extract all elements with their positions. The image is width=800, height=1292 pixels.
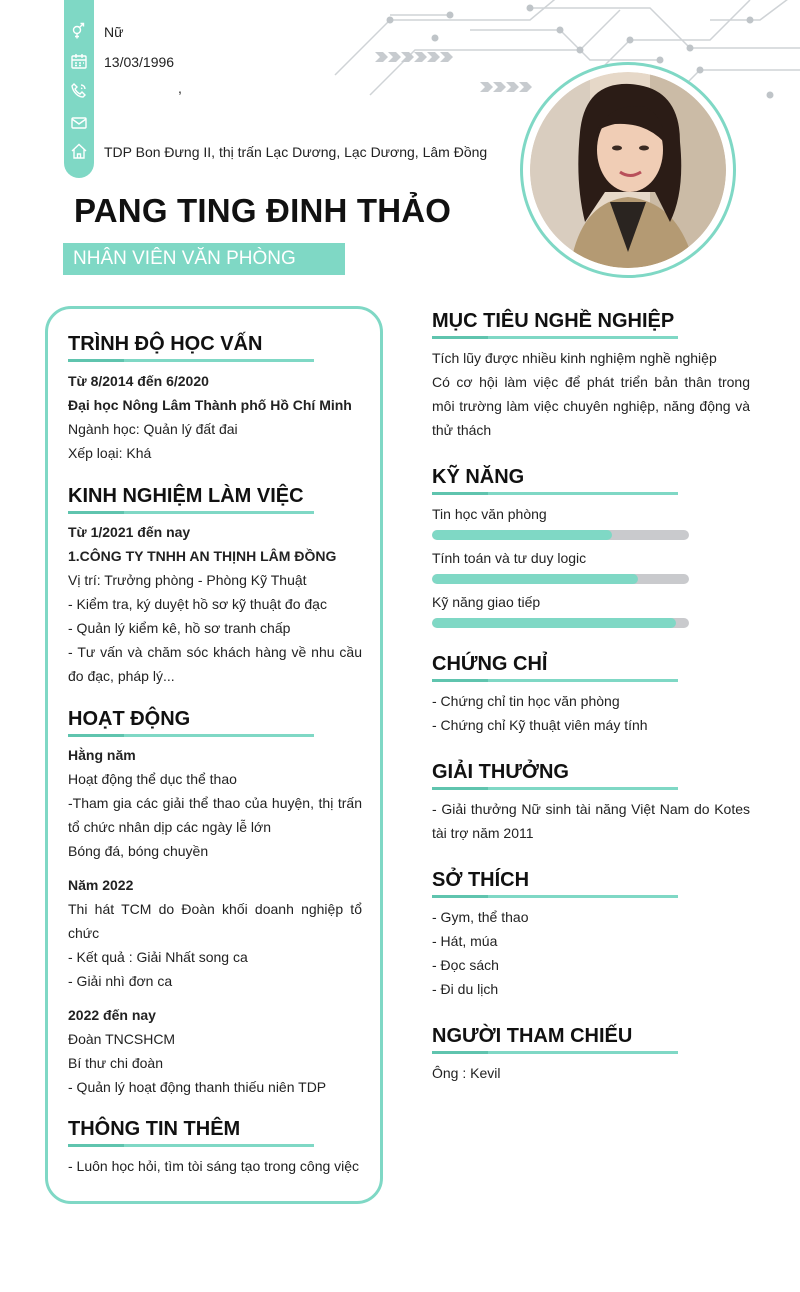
hobby-line: - Đi du lịch [432, 981, 499, 997]
full-name: PANG TING ĐINH THẢO [74, 192, 452, 229]
skills-heading: KỸ NĂNG [432, 466, 525, 488]
extra-info-heading: THÔNG TIN THÊM [68, 1118, 241, 1140]
reference-line: Ông : Kevil [432, 1065, 501, 1081]
awards-heading: GIẢI THƯỞNG [432, 761, 569, 783]
experience-underline [68, 511, 314, 514]
phone-icon [70, 82, 88, 100]
activity-line: - Quản lý hoạt động thanh thiếu niên TDP [68, 1079, 327, 1095]
activity-line: Hoạt động thể dục thể thao [68, 771, 237, 787]
skill-label: Tin học văn phòng [432, 506, 547, 522]
skill-bar-fill [432, 530, 612, 540]
birthdate-text: 13/03/1996 [104, 54, 175, 70]
experience-heading: KINH NGHIỆM LÀM VIỆC [68, 485, 304, 507]
home-icon [70, 142, 88, 160]
job-title: NHÂN VIÊN VĂN PHÒNG [63, 243, 345, 275]
activity-period: 2022 đến nay [68, 1007, 156, 1023]
skill-bar [432, 618, 689, 628]
skill-bar [432, 530, 689, 540]
activity-line: Bóng đá, bóng chuyền [68, 843, 209, 859]
activity-line: Đoàn TNCSHCM [68, 1031, 176, 1047]
education-heading: TRÌNH ĐỘ HỌC VẤN [68, 333, 263, 355]
objective-line: Có cơ hội làm việc để phát triển bản thân trong môi trường làm việc chuyên nghiệp, năng động và thử thách [432, 374, 750, 438]
certificate-line: - Chứng chỉ Kỹ thuật viên máy tính [432, 717, 648, 733]
activity-line: Thi hát TCM do Đoàn khối doanh nghiệp tổ chức [68, 901, 362, 941]
experience-duty: - Tư vấn và chăm sóc khách hàng về nhu cầu đo đạc, pháp lý... [68, 644, 362, 684]
objective-line: Tích lũy được nhiều kinh nghiệm nghề nghiệp [432, 350, 717, 366]
references-heading: NGƯỜI THAM CHIẾU [432, 1025, 633, 1047]
skill-label: Kỹ năng giao tiếp [432, 594, 541, 610]
award-line: - Giải thưởng Nữ sinh tài năng Việt Nam do Kotes tài trợ năm 2011 [432, 801, 750, 841]
education-period: Từ 8/2014 đến 6/2020 [68, 373, 209, 389]
experience-company: 1.CÔNG TY TNHH AN THỊNH LÂM ĐỒNG [68, 548, 337, 564]
activity-period: Năm 2022 [68, 877, 134, 893]
experience-position: Vị trí: Trưởng phòng - Phòng Kỹ Thuật [68, 572, 307, 588]
hobbies-heading: SỞ THÍCH [432, 869, 530, 891]
avatar [530, 72, 726, 268]
extra-info-underline [68, 1144, 314, 1147]
gender-icon [70, 22, 88, 40]
skills-underline [432, 492, 678, 495]
experience-period: Từ 1/2021 đến nay [68, 524, 191, 540]
awards-underline [432, 787, 678, 790]
education-underline [68, 359, 314, 362]
email-icon [70, 114, 88, 132]
activities-underline [68, 734, 314, 737]
education-major: Ngành học: Quản lý đất đai [68, 421, 238, 437]
hobby-line: - Đọc sách [432, 957, 499, 973]
calendar-icon [70, 52, 88, 70]
skill-bar-fill [432, 574, 638, 584]
phone-text: , [178, 80, 182, 96]
activity-line: -Tham gia các giải thể thao của huyện, thị trấn tổ chức nhân dịp các ngày lễ lớn [68, 795, 362, 835]
activity-line: Bí thư chi đoàn [68, 1055, 163, 1071]
objective-underline [432, 336, 678, 339]
references-underline [432, 1051, 678, 1054]
skill-label: Tính toán và tư duy logic [432, 550, 587, 566]
contact-icon-bar [64, 0, 94, 178]
hobby-line: - Gym, thể thao [432, 909, 529, 925]
certificates-heading: CHỨNG CHỈ [432, 653, 548, 675]
education-school: Đại học Nông Lâm Thành phố Hồ Chí Minh [68, 397, 352, 413]
activity-line: - Giải nhì đơn ca [68, 973, 173, 989]
education-grade: Xếp loại: Khá [68, 445, 152, 461]
activities-heading: HOẠT ĐỘNG [68, 708, 191, 730]
extra-info-line: - Luôn học hỏi, tìm tòi sáng tạo trong công việc [68, 1158, 360, 1174]
activity-period: Hằng năm [68, 747, 136, 763]
skill-bar [432, 574, 689, 584]
address-text: TDP Bon Đưng II, thị trấn Lạc Dương, Lạc Dương, Lâm Đồng [104, 144, 488, 160]
experience-duty: - Quản lý kiểm kê, hồ sơ tranh chấp [68, 620, 291, 636]
experience-duty: - Kiểm tra, ký duyệt hồ sơ kỹ thuật đo đạc [68, 596, 327, 612]
objective-heading: MỤC TIÊU NGHỀ NGHIỆP [432, 310, 675, 332]
gender-text: Nữ [104, 24, 124, 40]
certificate-line: - Chứng chỉ tin học văn phòng [432, 693, 620, 709]
hobbies-underline [432, 895, 678, 898]
activity-line: - Kết quả : Giải Nhất song ca [68, 949, 248, 965]
hobby-line: - Hát, múa [432, 933, 498, 949]
certificates-underline [432, 679, 678, 682]
skill-bar-fill [432, 618, 676, 628]
